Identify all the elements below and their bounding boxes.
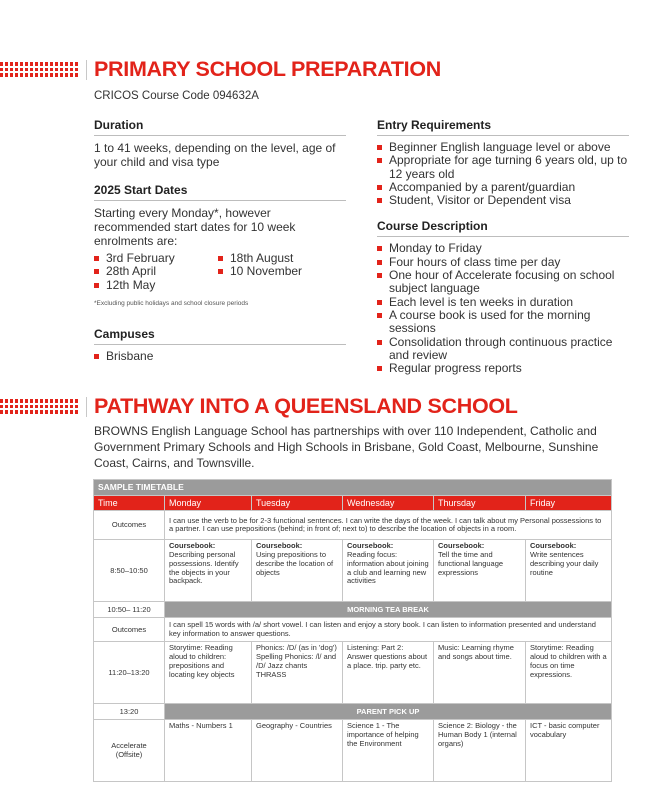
red-stripe-decoration [0,399,78,414]
section-title: PATHWAY INTO A QUEENSLAND SCHOOL [94,394,518,418]
lesson-cell: Phonics: /D/ (as in 'dog') Spelling Phonics: /l/ and /D/ Jazz chants THRASS [252,642,343,704]
lesson-head: Coursebook: [347,541,394,551]
lesson-cell: Storytime: Reading aloud to children with a focus on time expressions. [526,642,612,704]
table-row [94,720,612,782]
table-row [94,704,612,720]
sample-timetable [93,479,611,782]
column-header: Wednesday [343,495,434,511]
outcomes-cell: I can use the verb to be for 2-3 functional sentences. I can write the days of the week. I can talk about my Personal possessions to a partner. I can use prepositions (behind; in front of; next to) to describe the location of objects in a room. [165,511,612,540]
lesson-cell: Storytime: Reading aloud to children: prepositions and locating key objects [165,642,252,704]
timetable-title: SAMPLE TIMETABLE [94,480,612,496]
list-item: Each level is ten weeks in duration [377,296,629,309]
lesson-cell [165,540,252,602]
entry-section [377,118,629,207]
column-header: Friday [526,495,612,511]
start-dates-list [94,252,346,292]
list-item: 10 November [218,265,302,278]
duration-text: 1 to 41 weeks, depending on the level, age of your child and visa type [94,141,336,169]
table-row [94,602,612,618]
right-column [377,118,629,375]
lesson-cell [434,540,526,602]
pickup-band: PARENT PICK UP [165,704,612,720]
list-item: Four hours of class time per day [377,256,629,269]
lesson-cell: Science 1 - The importance of helping the Environment [343,720,434,782]
lesson-head: Coursebook: [438,541,485,551]
duration-section [94,118,346,169]
list-item: Accompanied by a parent/guardian [377,181,629,194]
column-header: Monday [165,495,252,511]
header-divider [86,397,87,417]
list-item: A course book is used for the morning sessions [377,309,629,336]
course-section [377,219,629,375]
lesson-head: Coursebook: [256,541,303,551]
start-dates-left [94,252,218,292]
lesson-cell: Music: Learning rhyme and songs about time. [434,642,526,704]
entry-heading: Entry Requirements [377,118,629,136]
lesson-cell: Listening: Part 2: Answer questions about a place. trip. party etc. [343,642,434,704]
table-row [94,540,612,602]
lesson-cell: ICT - basic computer vocabulary [526,720,612,782]
campuses-list [94,350,346,363]
lesson-cell [526,540,612,602]
list-item: Beginner English language level or above [377,141,629,154]
lesson-text: Tell the time and functional language expressions [438,550,504,577]
list-item: Monday to Friday [377,242,629,255]
cricos-code: CRICOS Course Code 094632A [94,90,259,102]
table-row [94,642,612,704]
column-header: Thursday [434,495,526,511]
entry-list [377,141,629,207]
pathway-intro: BROWNS English Language School has partnerships with over 110 Independent, Catholic and Government Primary Schools and High Schools in Brisbane, Gold Coast, Melbourne, Sunshine Coast, Cairns, and Townsville. [94,424,599,470]
lesson-cell [252,540,343,602]
lesson-cell [343,540,434,602]
time-cell: Accelerate (Offsite) [94,720,165,782]
row-label: Outcomes [94,511,165,540]
time-cell: 10:50– 11:20 [94,602,165,618]
lesson-cell: Science 2: Biology - the Human Body 1 (internal organs) [434,720,526,782]
list-item: 3rd February [94,252,218,265]
time-cell: 13:20 [94,704,165,720]
duration-heading: Duration [94,118,346,136]
row-label: Outcomes [94,618,165,642]
lesson-text: Write sentences describing your daily routine [530,550,599,577]
time-cell: 8:50–10:50 [94,540,165,602]
start-dates-heading: 2025 Start Dates [94,183,346,201]
left-column [94,118,346,363]
campuses-heading: Campuses [94,327,346,345]
lesson-cell: Maths - Numbers 1 [165,720,252,782]
table-row [94,618,612,642]
lesson-text: Describing personal possessions. Identify the objects in your backpack. [169,550,239,586]
list-item: Appropriate for age turning 6 years old, up to 12 years old [377,154,629,181]
list-item: Brisbane [94,350,346,363]
list-item: One hour of Accelerate focusing on school subject language [377,269,629,296]
lesson-head: Coursebook: [169,541,216,551]
list-item: 12th May [94,279,218,292]
start-dates-right [218,252,302,292]
break-band: MORNING TEA BREAK [165,602,612,618]
red-stripe-decoration [0,62,78,77]
list-item: Regular progress reports [377,362,629,375]
start-dates-text: Starting every Monday*, however recommended start dates for 10 week enrolments are: [94,206,296,248]
time-cell: 11:20–13:20 [94,642,165,704]
column-header: Time [94,495,165,511]
page-title: PRIMARY SCHOOL PREPARATION [94,57,441,81]
course-heading: Course Description [377,219,629,237]
list-item: Consolidation through continuous practice and review [377,336,629,363]
start-dates-section [94,183,346,307]
header-divider [86,60,87,80]
campuses-section [94,327,346,363]
course-list [377,242,629,375]
list-item: 18th August [218,252,302,265]
list-item: Student, Visitor or Dependent visa [377,194,629,207]
lesson-cell: Geography - Countries [252,720,343,782]
lesson-text: Reading focus: information about joining a club and learning new activities [347,550,429,586]
start-dates-note: *Excluding public holidays and school closure periods [94,299,249,307]
outcomes-cell: I can spell 15 words with /a/ short vowel. I can listen and enjoy a story book. I can listen to information presented and understand key information to answer questions. [165,618,612,642]
table-row [94,511,612,540]
lesson-head: Coursebook: [530,541,577,551]
list-item: 28th April [94,265,218,278]
column-header: Tuesday [252,495,343,511]
lesson-text: Using prepositions to describe the location of objects [256,550,334,577]
